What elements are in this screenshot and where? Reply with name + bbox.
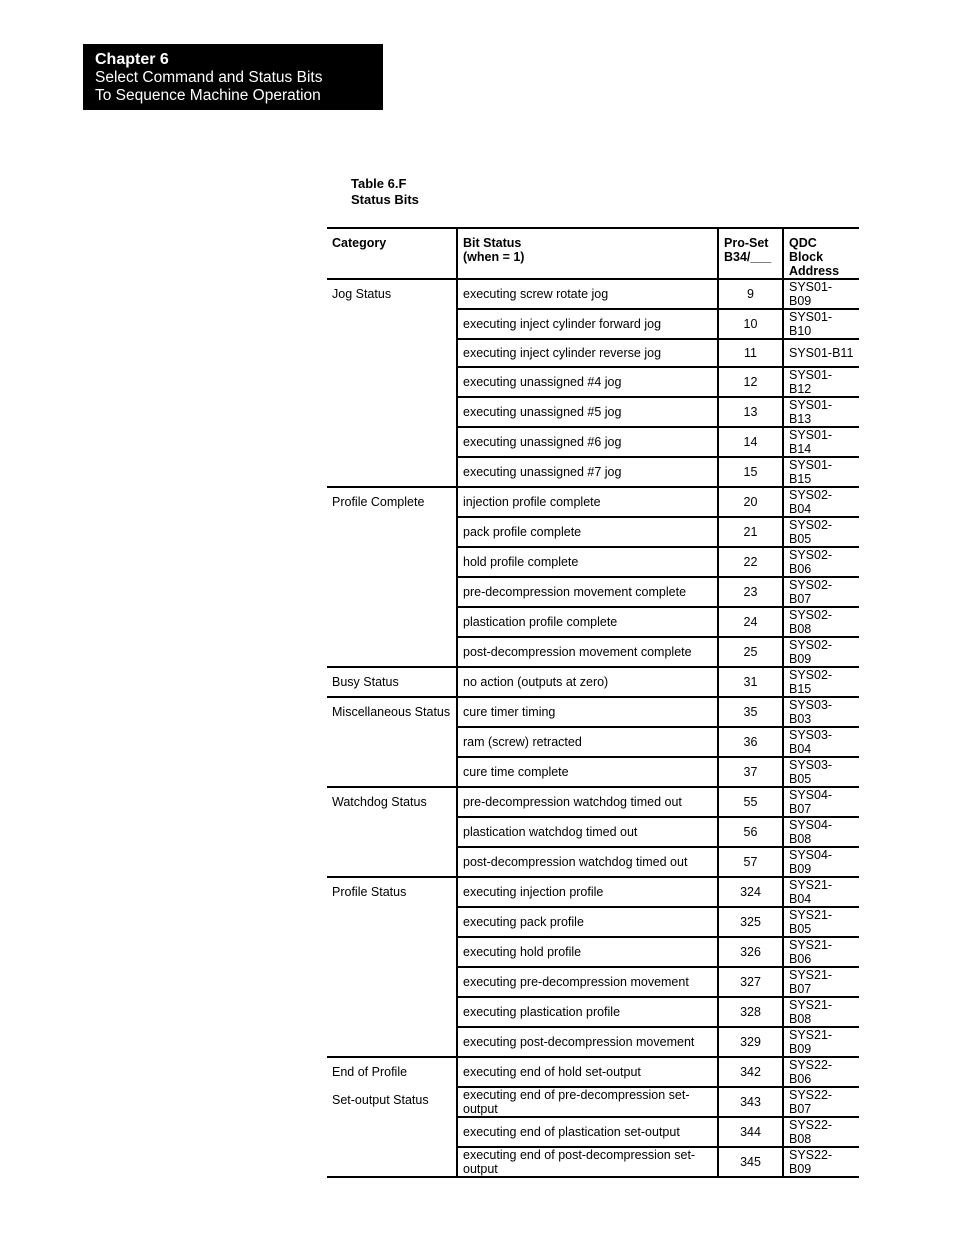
category-cell bbox=[327, 1057, 457, 1177]
table-row bbox=[327, 1057, 859, 1087]
proset-bit-cell: 325 bbox=[718, 907, 783, 937]
header-qdc-address: QDC Block Address bbox=[783, 228, 859, 279]
bit-status-cell: executing unassigned #6 jog bbox=[457, 427, 718, 457]
proset-bit-cell: 23 bbox=[718, 577, 783, 607]
proset-bit-cell: 326 bbox=[718, 937, 783, 967]
qdc-address-cell: SYS22-B09 bbox=[783, 1147, 859, 1177]
category-label: Profile Complete bbox=[332, 495, 425, 509]
category-cell bbox=[327, 877, 457, 1057]
bit-status-cell: executing hold profile bbox=[457, 937, 718, 967]
bit-status-cell: executing end of plastication set-output bbox=[457, 1117, 718, 1147]
qdc-address-cell: SYS01-B14 bbox=[783, 427, 859, 457]
bit-status-cell: executing plastication profile bbox=[457, 997, 718, 1027]
proset-bit-cell: 343 bbox=[718, 1087, 783, 1117]
category-label: Busy Status bbox=[332, 675, 399, 689]
proset-bit-cell: 22 bbox=[718, 547, 783, 577]
qdc-address-cell: SYS02-B05 bbox=[783, 517, 859, 547]
qdc-address-cell: SYS01-B12 bbox=[783, 367, 859, 397]
bit-status-cell: ram (screw) retracted bbox=[457, 727, 718, 757]
qdc-address-cell: SYS01-B11 bbox=[783, 339, 859, 367]
category-cell bbox=[327, 279, 457, 487]
bit-status-cell: executing end of post-decompression set-output bbox=[457, 1147, 718, 1177]
proset-bit-cell: 55 bbox=[718, 787, 783, 817]
qdc-address-cell: SYS02-B06 bbox=[783, 547, 859, 577]
qdc-address-cell: SYS01-B13 bbox=[783, 397, 859, 427]
table-row bbox=[327, 787, 859, 817]
qdc-address-cell: SYS02-B08 bbox=[783, 607, 859, 637]
proset-bit-cell: 342 bbox=[718, 1057, 783, 1087]
proset-bit-cell: 57 bbox=[718, 847, 783, 877]
table-row bbox=[327, 487, 859, 517]
table-row bbox=[327, 697, 859, 727]
proset-bit-cell: 14 bbox=[718, 427, 783, 457]
qdc-address-cell: SYS22-B08 bbox=[783, 1117, 859, 1147]
table-header-row bbox=[327, 228, 859, 279]
table-body bbox=[327, 279, 859, 1177]
proset-bit-cell: 13 bbox=[718, 397, 783, 427]
table-row bbox=[327, 667, 859, 697]
qdc-address-cell: SYS02-B04 bbox=[783, 487, 859, 517]
table-title: Status Bits bbox=[351, 192, 419, 207]
bit-status-cell: executing unassigned #7 jog bbox=[457, 457, 718, 487]
proset-bit-cell: 36 bbox=[718, 727, 783, 757]
bit-status-cell: executing inject cylinder forward jog bbox=[457, 309, 718, 339]
qdc-address-cell: SYS03-B05 bbox=[783, 757, 859, 787]
proset-bit-cell: 15 bbox=[718, 457, 783, 487]
proset-bit-cell: 31 bbox=[718, 667, 783, 697]
header-bit-status: Bit Status (when = 1) bbox=[457, 228, 718, 279]
proset-bit-cell: 327 bbox=[718, 967, 783, 997]
bit-status-cell: pre-decompression watchdog timed out bbox=[457, 787, 718, 817]
proset-bit-cell: 345 bbox=[718, 1147, 783, 1177]
proset-bit-cell: 35 bbox=[718, 697, 783, 727]
bit-status-cell: executing end of hold set-output bbox=[457, 1057, 718, 1087]
bit-status-cell: post-decompression watchdog timed out bbox=[457, 847, 718, 877]
proset-bit-cell: 24 bbox=[718, 607, 783, 637]
category-label: Watchdog Status bbox=[332, 795, 427, 809]
bit-status-cell: cure timer timing bbox=[457, 697, 718, 727]
proset-bit-cell: 328 bbox=[718, 997, 783, 1027]
qdc-address-cell: SYS01-B09 bbox=[783, 279, 859, 309]
category-cell bbox=[327, 787, 457, 877]
chapter-number: Chapter 6 bbox=[95, 51, 169, 68]
bit-status-cell: plastication watchdog timed out bbox=[457, 817, 718, 847]
bit-status-cell: executing end of pre-decompression set-output bbox=[457, 1087, 718, 1117]
qdc-address-cell: SYS02-B09 bbox=[783, 637, 859, 667]
header-category: Category bbox=[327, 228, 457, 279]
qdc-address-cell: SYS01-B10 bbox=[783, 309, 859, 339]
qdc-address-cell: SYS04-B07 bbox=[783, 787, 859, 817]
table-number: Table 6.F bbox=[351, 176, 407, 191]
bit-status-cell: executing pack profile bbox=[457, 907, 718, 937]
proset-bit-cell: 56 bbox=[718, 817, 783, 847]
proset-bit-cell: 25 bbox=[718, 637, 783, 667]
proset-bit-cell: 329 bbox=[718, 1027, 783, 1057]
proset-bit-cell: 20 bbox=[718, 487, 783, 517]
proset-bit-cell: 12 bbox=[718, 367, 783, 397]
bit-status-cell: plastication profile complete bbox=[457, 607, 718, 637]
qdc-address-cell: SYS21-B07 bbox=[783, 967, 859, 997]
table-row bbox=[327, 877, 859, 907]
category-label: End of Profile bbox=[332, 1065, 408, 1079]
bit-status-cell: executing unassigned #5 jog bbox=[457, 397, 718, 427]
category-cell bbox=[327, 697, 457, 787]
proset-bit-cell: 37 bbox=[718, 757, 783, 787]
qdc-address-cell: SYS21-B09 bbox=[783, 1027, 859, 1057]
qdc-address-cell: SYS21-B04 bbox=[783, 877, 859, 907]
bit-status-cell: executing pre-decompression movement bbox=[457, 967, 718, 997]
status-bits-table bbox=[327, 227, 859, 1178]
bit-status-cell: hold profile complete bbox=[457, 547, 718, 577]
qdc-address-cell: SYS04-B09 bbox=[783, 847, 859, 877]
qdc-address-cell: SYS21-B08 bbox=[783, 997, 859, 1027]
category-label: Profile Status bbox=[332, 885, 407, 899]
chapter-title-line-2: To Sequence Machine Operation bbox=[95, 87, 321, 104]
bit-status-cell: pack profile complete bbox=[457, 517, 718, 547]
category-label-line-2: Set-output Status bbox=[332, 1093, 429, 1107]
qdc-address-cell: SYS21-B05 bbox=[783, 907, 859, 937]
qdc-address-cell: SYS02-B15 bbox=[783, 667, 859, 697]
chapter-title-line-1: Select Command and Status Bits bbox=[95, 69, 323, 86]
bit-status-cell: executing injection profile bbox=[457, 877, 718, 907]
qdc-address-cell: SYS04-B08 bbox=[783, 817, 859, 847]
qdc-address-cell: SYS22-B07 bbox=[783, 1087, 859, 1117]
bit-status-cell: no action (outputs at zero) bbox=[457, 667, 718, 697]
category-cell bbox=[327, 487, 457, 667]
category-label: Jog Status bbox=[332, 287, 392, 301]
table-row bbox=[327, 279, 859, 309]
proset-bit-cell: 344 bbox=[718, 1117, 783, 1147]
qdc-address-cell: SYS21-B06 bbox=[783, 937, 859, 967]
bit-status-cell: post-decompression movement complete bbox=[457, 637, 718, 667]
bit-status-cell: executing screw rotate jog bbox=[457, 279, 718, 309]
chapter-header bbox=[83, 44, 383, 110]
bit-status-cell: executing unassigned #4 jog bbox=[457, 367, 718, 397]
header-proset: Pro-Set B34/___ bbox=[718, 228, 783, 279]
qdc-address-cell: SYS03-B04 bbox=[783, 727, 859, 757]
qdc-address-cell: SYS01-B15 bbox=[783, 457, 859, 487]
bit-status-cell: executing post-decompression movement bbox=[457, 1027, 718, 1057]
bit-status-cell: injection profile complete bbox=[457, 487, 718, 517]
bit-status-cell: cure time complete bbox=[457, 757, 718, 787]
bit-status-cell: executing inject cylinder reverse jog bbox=[457, 339, 718, 367]
proset-bit-cell: 9 bbox=[718, 279, 783, 309]
proset-bit-cell: 21 bbox=[718, 517, 783, 547]
proset-bit-cell: 324 bbox=[718, 877, 783, 907]
bit-status-cell: pre-decompression movement complete bbox=[457, 577, 718, 607]
qdc-address-cell: SYS03-B03 bbox=[783, 697, 859, 727]
qdc-address-cell: SYS22-B06 bbox=[783, 1057, 859, 1087]
proset-bit-cell: 11 bbox=[718, 339, 783, 367]
proset-bit-cell: 10 bbox=[718, 309, 783, 339]
qdc-address-cell: SYS02-B07 bbox=[783, 577, 859, 607]
category-cell bbox=[327, 667, 457, 697]
category-label: Miscellaneous Status bbox=[332, 705, 451, 719]
table-caption bbox=[351, 176, 419, 208]
